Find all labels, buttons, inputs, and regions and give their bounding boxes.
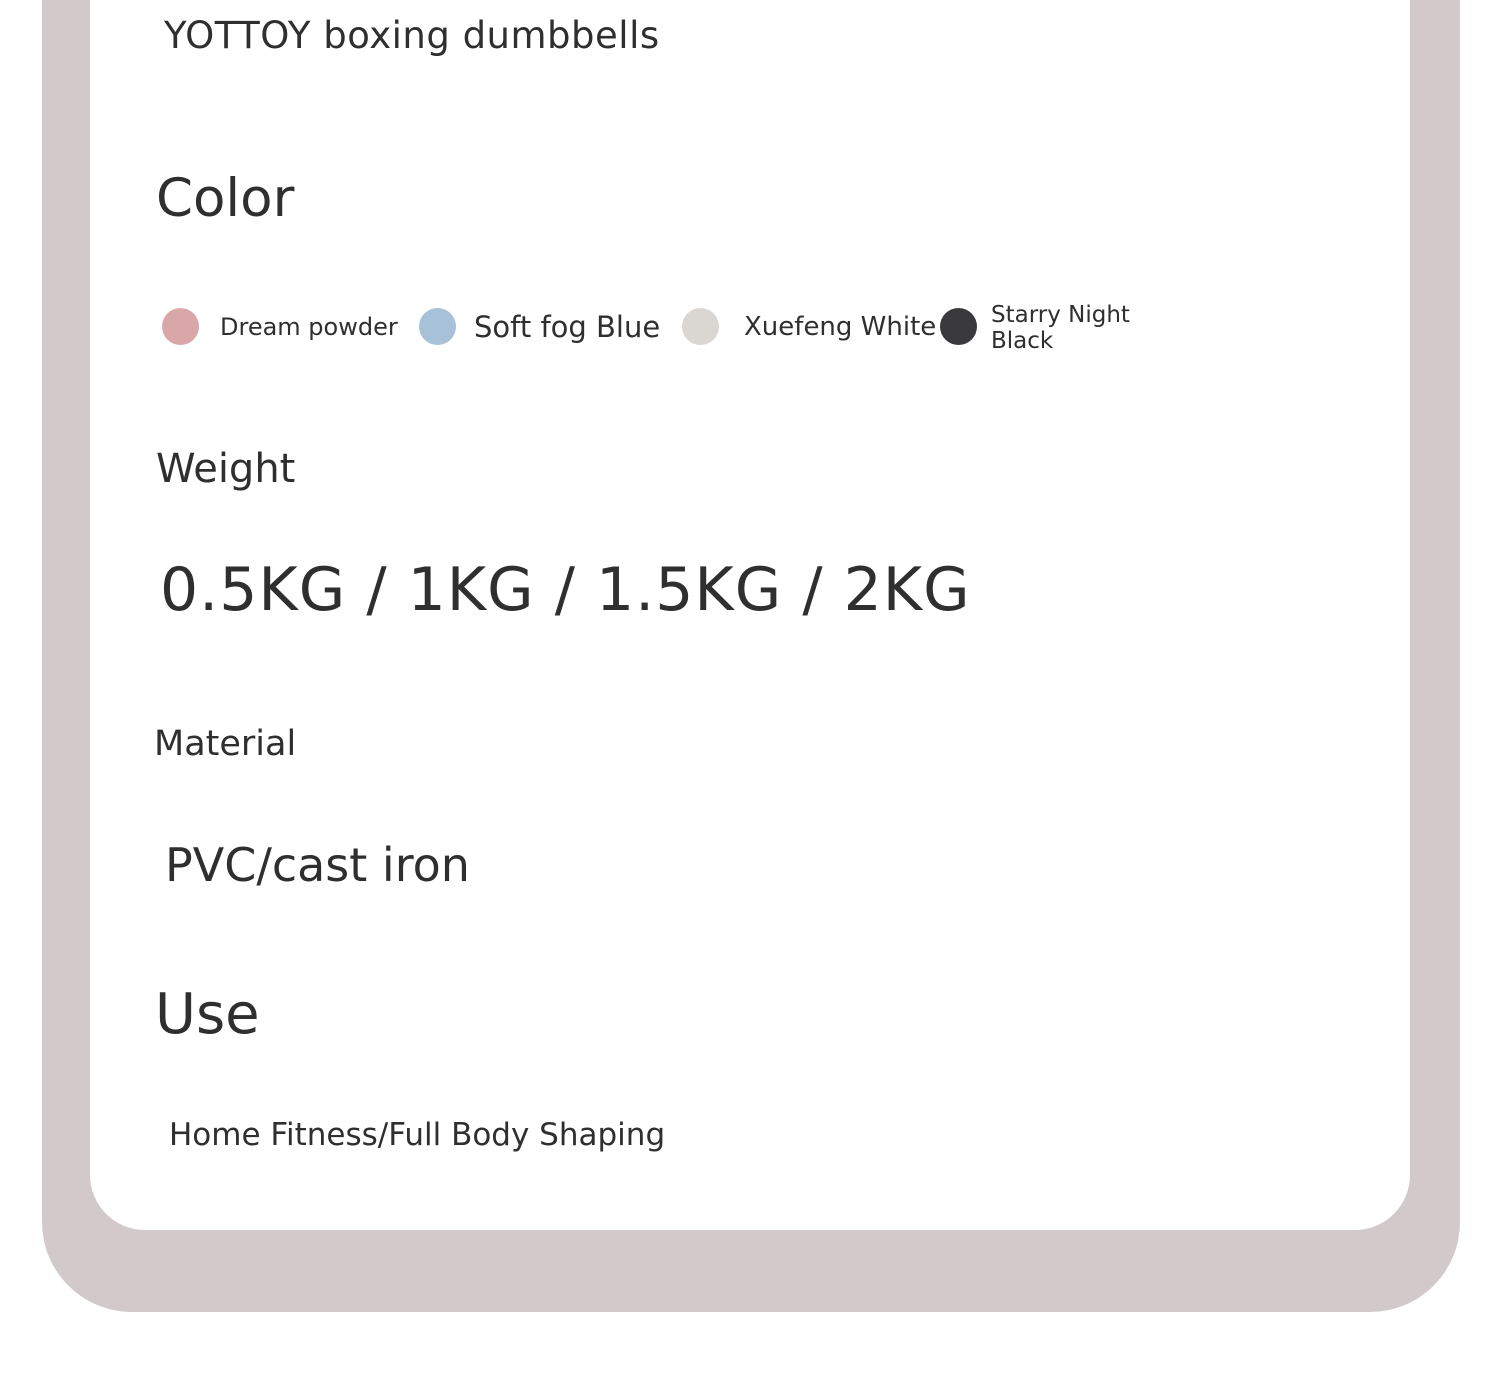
product-name: YOTTOY boxing dumbbells <box>164 14 660 57</box>
color-heading: Color <box>156 168 295 229</box>
material-value: PVC/cast iron <box>165 838 470 892</box>
swatch-dream-powder <box>162 308 199 345</box>
color-label-dream-powder: Dream powder <box>220 313 398 341</box>
weight-value: 0.5KG / 1KG / 1.5KG / 2KG <box>160 555 971 625</box>
weight-heading: Weight <box>156 446 296 492</box>
swatch-soft-fog-blue <box>419 308 456 345</box>
color-label-starry-night-line2: Black <box>991 328 1054 354</box>
material-heading: Material <box>154 724 297 764</box>
swatch-starry-night-black <box>940 308 977 345</box>
swatch-xuefeng-white <box>682 308 719 345</box>
use-heading: Use <box>155 982 260 1047</box>
color-label-xuefeng-white: Xuefeng White <box>744 312 937 342</box>
use-value: Home Fitness/Full Body Shaping <box>169 1117 666 1153</box>
color-label-soft-fog-blue: Soft fog Blue <box>474 310 661 344</box>
color-label-starry-night-line1: Starry Night <box>991 302 1130 328</box>
